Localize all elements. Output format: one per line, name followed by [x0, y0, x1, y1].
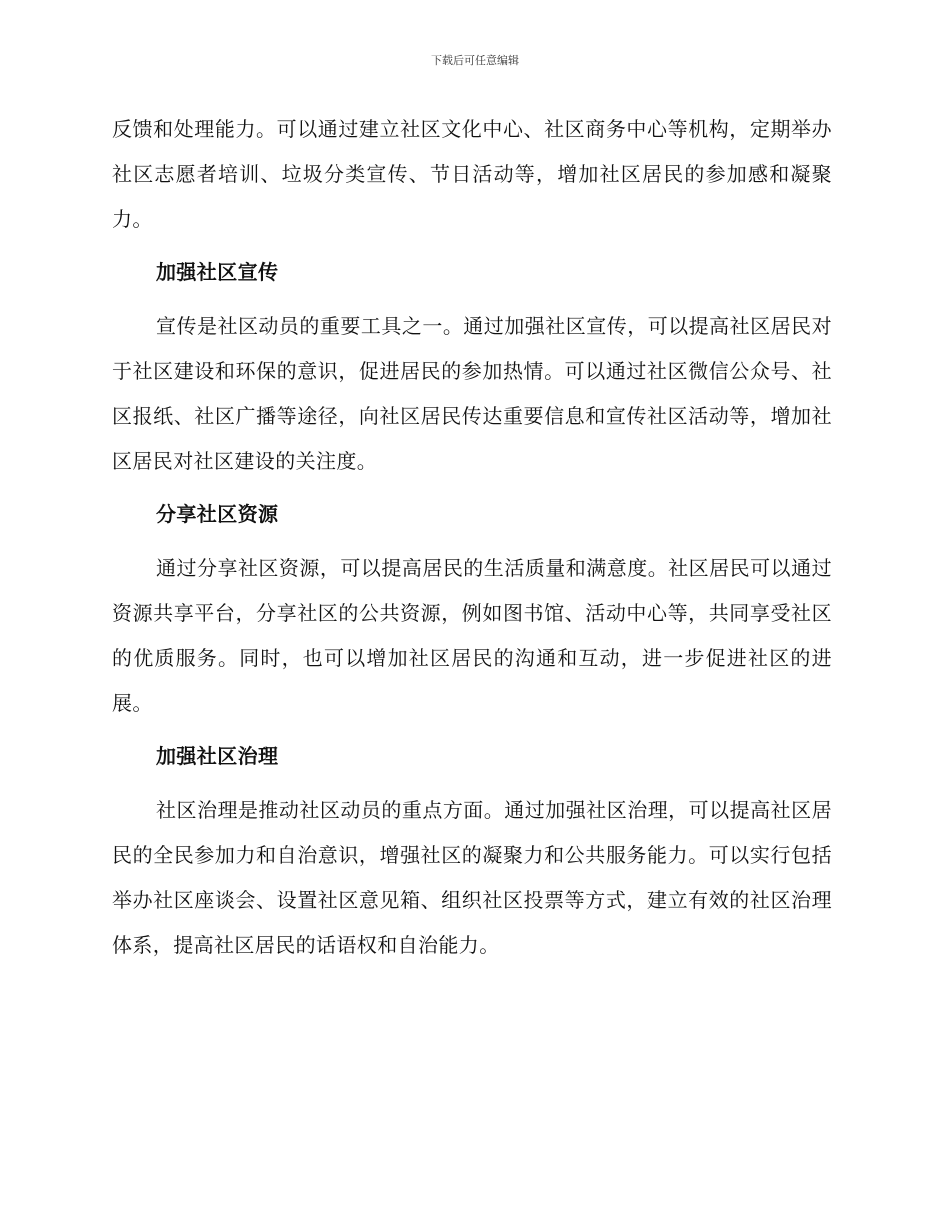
body-paragraph-governance: 社区治理是推动社区动员的重点方面。通过加强社区治理，可以提高社区居民的全民参加力和自治意识，增强社区的凝聚力和公共服务能力。可以实行包括举办社区座谈会、设置社区意见箱、组织社区投票等方式，建立有效的社区治理体系，提高社区居民的话语权和自治能力。 [112, 798, 832, 957]
section-heading-resources: 分享社区资源 [156, 502, 279, 526]
section-heading-governance: 加强社区治理 [156, 744, 279, 768]
body-paragraph-continued: 反馈和处理能力。可以通过建立社区文化中心、社区商务中心等机构，定期举办社区志愿者培训、垃圾分类宣传、节日活动等，增加社区居民的参加感和凝聚力。 [112, 117, 832, 231]
body-paragraph-resources: 通过分享社区资源，可以提高居民的生活质量和满意度。社区居民可以通过资源共享平台，分享社区的公共资源，例如图书馆、活动中心等，共同享受社区的优质服务。同时，也可以增加社区居民的沟通和互动，进一步促进社区的进展。 [112, 556, 832, 715]
document-body [112, 107, 832, 968]
body-paragraph-promotion: 宣传是社区动员的重要工具之一。通过加强社区宣传，可以提高社区居民对于社区建设和环保的意识，促进居民的参加热情。可以通过社区微信公众号、社区报纸、社区广播等途径，向社区居民传达重要信息和宣传社区活动等，增加社区居民对社区建设的关注度。 [112, 314, 832, 473]
section-heading-promotion: 加强社区宣传 [156, 260, 279, 284]
page-header: 下载后可任意编辑 [431, 54, 519, 67]
